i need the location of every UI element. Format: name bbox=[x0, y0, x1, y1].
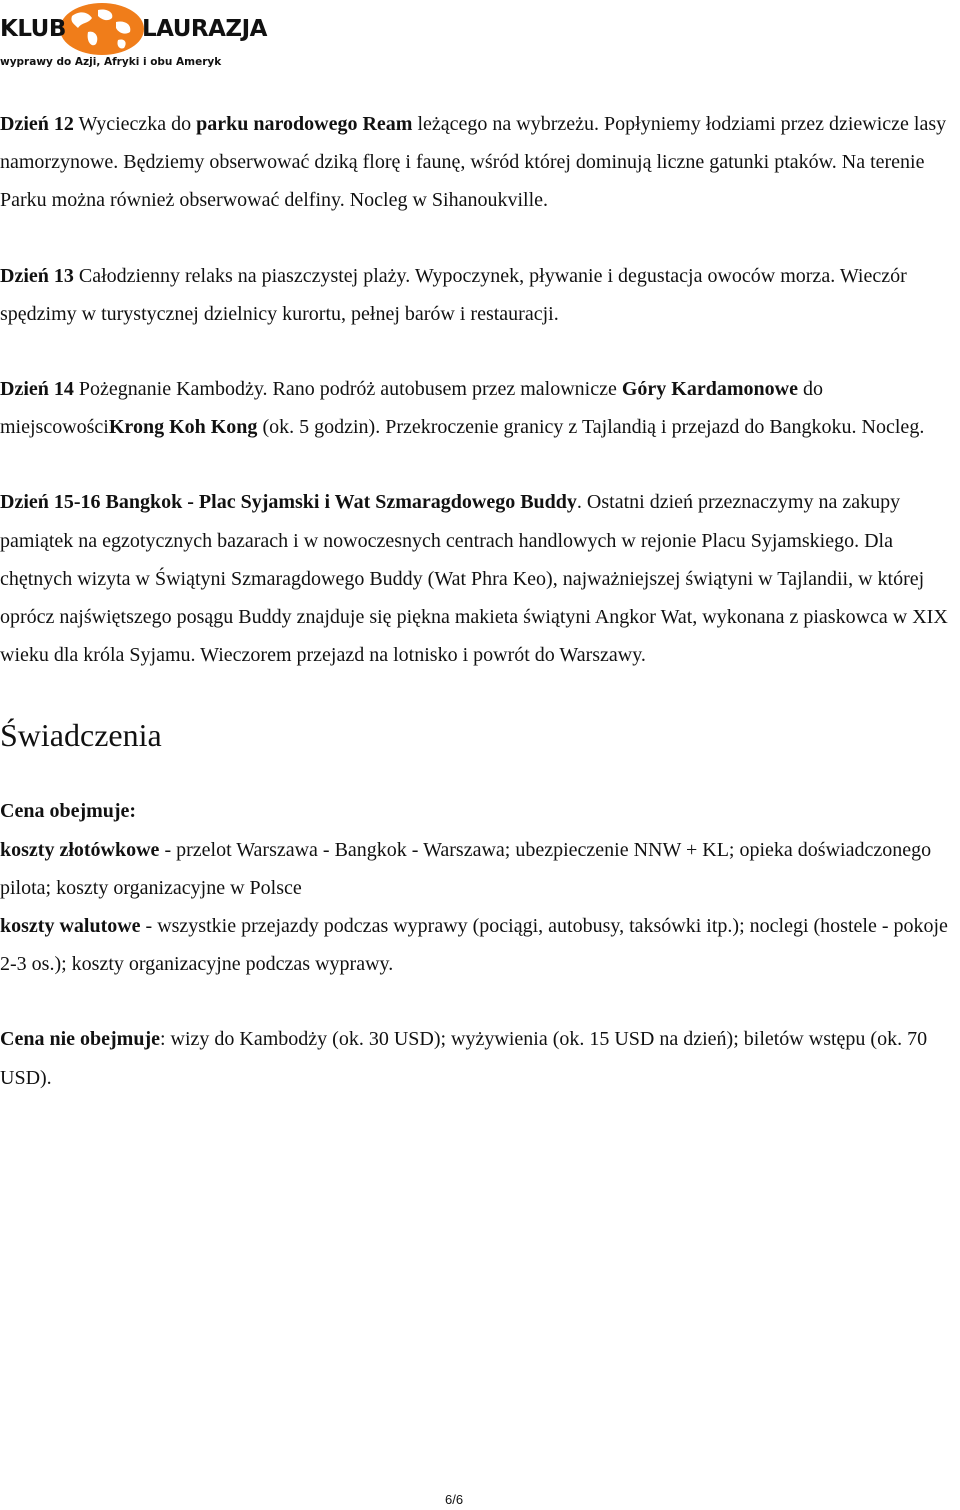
day-text: do miejscowości bbox=[0, 378, 823, 439]
includes-item-foreign bbox=[0, 907, 958, 983]
globe-icon bbox=[58, 2, 146, 56]
page-number: 6/6 bbox=[445, 1492, 464, 1507]
logo-word-klub: KLUB bbox=[0, 16, 66, 42]
day-text: Całodzienny relaks na piaszczystej plaży. Wypoczynek, pływanie i degustacja owoców morza. Wieczór spędzimy w turystycznej dzielnicy kurortu, pełnej barów i restauracji. bbox=[0, 264, 907, 325]
price-excludes-label: Cena nie obejmuje bbox=[0, 1028, 160, 1051]
includes-item-label: koszty złotówkowe bbox=[0, 838, 160, 861]
day-highlight: Krong Koh Kong bbox=[108, 416, 258, 439]
document-body bbox=[0, 105, 958, 1134]
day-12-paragraph bbox=[0, 105, 958, 220]
site-logo bbox=[0, 2, 267, 70]
day-highlight: Bangkok - Plac Syjamski i Wat Szmaragdowego Buddy bbox=[100, 491, 577, 514]
day-15-16-paragraph bbox=[0, 483, 958, 674]
includes-item-label: koszty walutowe bbox=[0, 915, 141, 938]
day-label: Dzień 13 bbox=[0, 264, 74, 287]
day-13-paragraph bbox=[0, 257, 958, 333]
price-excludes-text: : wizy do Kambodży (ok. 30 USD); wyżywienia (ok. 15 USD na dzień); biletów wstępu (ok. 70 USD). bbox=[0, 1028, 928, 1089]
day-text: . Ostatni dzień przeznaczymy na zakupy pamiątek na egzotycznych bazarach i w nowoczesnych centrach handlowych w rejonie Placu Syjamskiego. Dla chętnych wizyta w Świątyni Szmaragdowego Buddy (Wat Phra Keo), najważniejszej świątyni w Tajlandii, w której oprócz najświętszego posągu Buddy znajduje się piękna makieta świątyni Angkor Wat, wykonana z piaskowca w XIX wieku dla króla Syjamu. Wieczorem przejazd na lotnisko i powrót do Warszawy. bbox=[0, 491, 948, 667]
day-14-paragraph bbox=[0, 370, 958, 446]
price-includes-label: Cena obejmuje: bbox=[0, 800, 137, 823]
includes-item-text: - wszystkie przejazdy podczas wyprawy (pociągi, autobusy, taksówki itp.); noclegi (hostele - pokoje 2-3 os.); koszty organizacyjne podczas wyprawy. bbox=[0, 915, 948, 976]
includes-item-pln bbox=[0, 831, 958, 907]
price-includes-label-line bbox=[0, 792, 958, 830]
day-highlight: Góry Kardamonowe bbox=[621, 378, 798, 401]
services-heading: Świadczenia bbox=[0, 717, 162, 754]
day-label: Dzień 12 bbox=[0, 113, 74, 135]
price-excludes-paragraph bbox=[0, 1020, 958, 1096]
includes-item-text: - przelot Warszawa - Bangkok - Warszawa; ubezpieczenie NNW + KL; opieka doświadczonego pilota; koszty organizacyjne w Polsce bbox=[0, 838, 932, 899]
logo-word-laurazja: LAURAZJA bbox=[142, 16, 267, 42]
day-label: Dzień 14 bbox=[0, 378, 74, 401]
day-text: leżącego na wybrzeżu. Popłyniemy łodziami przez dziewicze lasy namorzynowe. Będziemy obserwować dziką florę i faunę, wśród której dominują liczne gatunki ptaków. Na terenie Parku można również obserwować delfiny. Nocleg w Sihanoukville. bbox=[0, 113, 947, 212]
logo-tagline: wyprawy do Azji, Afryki i obu Ameryk bbox=[0, 56, 222, 68]
day-label: Dzień 15-16 bbox=[0, 491, 101, 514]
day-text: (ok. 5 godzin). Przekroczenie granicy z Tajlandią i przejazd do Bangkoku. Nocleg. bbox=[257, 416, 925, 439]
day-highlight: parku narodowego Ream bbox=[196, 113, 413, 135]
price-includes-section bbox=[0, 792, 958, 983]
day-text: Wycieczka do bbox=[73, 113, 197, 135]
day-text: Pożegnanie Kambodży. Rano podróż autobusem przez malownicze bbox=[73, 378, 622, 401]
